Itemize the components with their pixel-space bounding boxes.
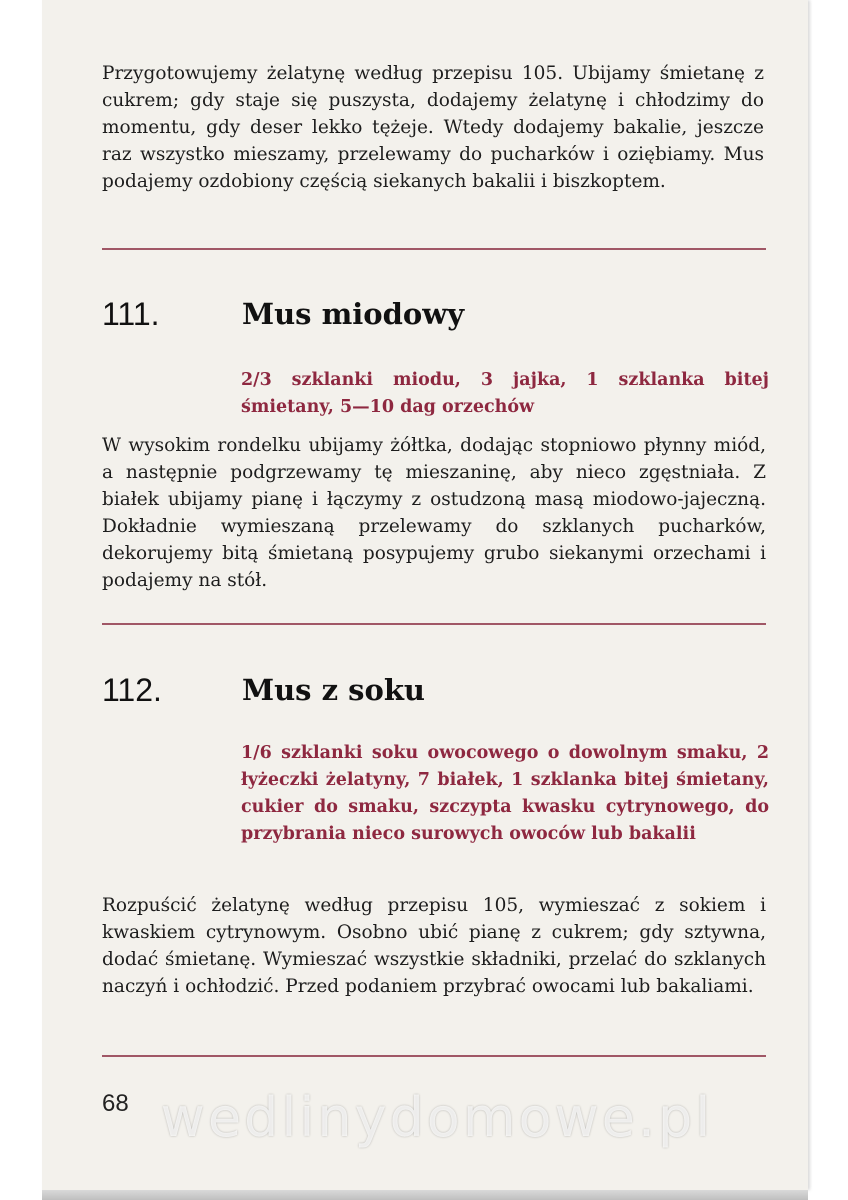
recipe-title: Mus z soku xyxy=(242,673,426,707)
recipe-ingredients: 2/3 szklanki miodu, 3 jajka, 1 szklanka bitej śmietany, 5—10 dag orzechów xyxy=(241,370,769,417)
recipe-number: 111. xyxy=(102,296,160,332)
recipe-instructions: W wysokim rondelku ubijamy żółtka, dodając stopniowo płynny miód, a następnie podgrzewamy tę mieszaninę, aby nieco zgęstniała. Z białek ubijamy pianę i łączymy z ostudzoną masą miodowo-jajeczną. Dokładnie wymieszaną przelewamy do szklanych pucharków, dekorujemy bitą śmietaną posypujemy grubo siekanymi orzechami i podajemy na stół. xyxy=(102,435,766,591)
intro-paragraph: Przygotowujemy żelatynę według przepisu 105. Ubijamy śmietanę z cukrem; gdy staje się puszysta, dodajemy żelatynę i chłodzimy do momentu, gdy deser lekko tężeje. Wtedy dodajemy bakalie, jeszcze raz wszystko mieszamy, przelewamy do pucharków i oziębiamy. Mus podajemy ozdobiony częścią siekanych bakalii i biszkoptem. xyxy=(102,63,764,192)
recipe-ingredients: 1/6 szklanki soku owocowego o dowolnym smaku, 2 łyżeczki żelatyny, 7 białek, 1 szklanka bitej śmietany, cukier do smaku, szczypta kwasku cytrynowego, do przybrania nieco surowych owoców lub bakalii xyxy=(241,743,769,844)
recipe-number: 112. xyxy=(102,672,162,708)
page-number: 68 xyxy=(102,1090,129,1117)
watermark-text: wedlinydomowe.pl xyxy=(160,1086,714,1149)
section-divider xyxy=(102,623,766,625)
section-divider xyxy=(102,1055,766,1057)
recipe-title: Mus miodowy xyxy=(242,297,465,331)
book-page xyxy=(42,0,808,1190)
section-divider xyxy=(102,248,766,250)
recipe-instructions: Rozpuścić żelatynę według przepisu 105, wymieszać z sokiem i kwaskiem cytrynowym. Osobno ubić pianę z cukrem; gdy sztywna, dodać śmietanę. Wymieszać wszystkie składniki, przelać do szklanych naczyń i ochłodzić. Przed podaniem przybrać owocami lub bakaliami. xyxy=(102,895,766,997)
